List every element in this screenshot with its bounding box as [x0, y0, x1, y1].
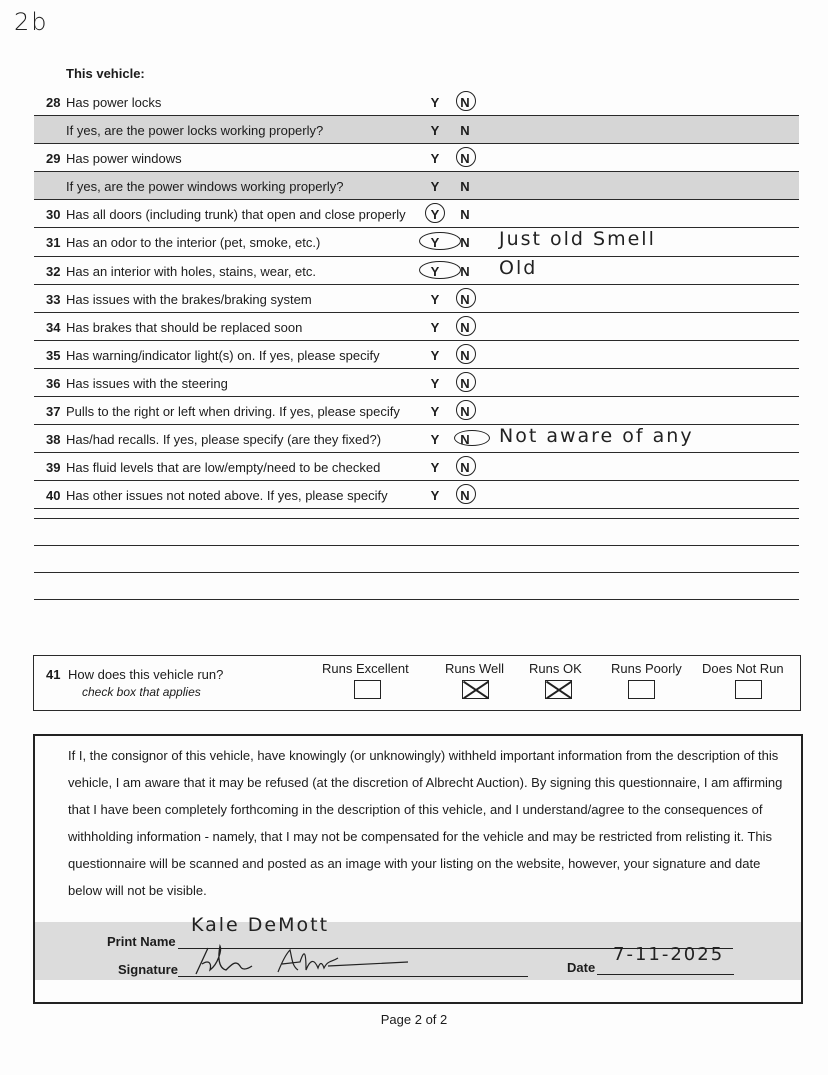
blank-line	[34, 572, 799, 573]
answer-yes[interactable]: Y	[430, 432, 440, 448]
run-option-checkbox[interactable]	[462, 680, 489, 699]
signature-area	[35, 914, 801, 980]
answer-circle-mark	[456, 147, 476, 167]
question-row	[34, 88, 799, 116]
question-row	[34, 144, 799, 172]
run-condition-box	[33, 655, 801, 711]
question-row	[34, 425, 799, 453]
question-row	[34, 453, 799, 481]
answer-yes[interactable]: Y	[430, 291, 440, 307]
question-row	[34, 257, 799, 285]
question-number: 28	[46, 95, 61, 110]
run-option-checkbox[interactable]	[545, 680, 572, 699]
answer-no[interactable]: N	[460, 432, 470, 448]
answer-no[interactable]: N	[460, 95, 470, 110]
question-number: 32	[46, 263, 61, 279]
question-row	[34, 228, 799, 256]
section-heading: This vehicle:	[66, 66, 145, 81]
run-option-label: Does Not Run	[702, 661, 784, 676]
question-text: Has an odor to the interior (pet, smoke, etc.)	[66, 235, 321, 251]
page-corner-mark: 2b	[14, 8, 49, 36]
question-text: If yes, are the power windows working properly?	[66, 179, 344, 195]
print-name-label: Print Name	[107, 934, 176, 949]
question-text: If yes, are the power locks working properly?	[66, 123, 324, 139]
answer-circle-mark	[456, 344, 476, 364]
signature-scribble[interactable]	[178, 940, 418, 980]
question-number: 31	[46, 235, 61, 251]
answer-no[interactable]: N	[460, 151, 470, 167]
answer-circle-mark	[419, 261, 461, 279]
question-number: 39	[46, 460, 61, 476]
answer-no[interactable]: N	[460, 375, 470, 391]
question-number: 41	[46, 667, 61, 682]
question-row	[34, 285, 799, 313]
question-number: 33	[46, 291, 61, 307]
question-row	[34, 172, 799, 200]
question-row	[34, 313, 799, 341]
page-number: Page 2 of 2	[380, 1012, 448, 1027]
answer-no[interactable]: N	[460, 319, 470, 335]
answer-yes[interactable]: Y	[430, 95, 440, 110]
answer-circle-mark	[456, 400, 476, 420]
consignor-agreement-box	[33, 734, 803, 1004]
question-text: Has all doors (including trunk) that open and close properly	[66, 207, 406, 223]
blank-line	[34, 545, 799, 546]
question-number: 35	[46, 347, 61, 363]
handwritten-note: Not aware of any	[499, 425, 694, 448]
question-number: 36	[46, 375, 61, 391]
question-text: Has brakes that should be replaced soon	[66, 319, 303, 335]
question-text: How does this vehicle run?	[68, 667, 224, 682]
date-label: Date	[567, 960, 596, 975]
question-row	[34, 397, 799, 425]
answer-yes[interactable]: Y	[430, 404, 440, 420]
answer-no[interactable]: N	[460, 207, 470, 223]
question-number: 37	[46, 404, 61, 420]
answer-circle-mark	[456, 372, 476, 392]
answer-circle-mark	[456, 316, 476, 336]
answer-circle-mark	[456, 288, 476, 308]
answer-yes[interactable]: Y	[430, 319, 440, 335]
answer-circle-mark	[425, 203, 445, 223]
answer-yes[interactable]: Y	[430, 151, 440, 167]
answer-no[interactable]: N	[460, 347, 470, 363]
answer-circle-mark	[454, 430, 490, 446]
blank-line	[34, 518, 799, 519]
answer-yes[interactable]: Y	[430, 347, 440, 363]
run-option-label: Runs Well	[445, 661, 505, 676]
date-line	[597, 974, 734, 975]
question-text: Has power windows	[66, 151, 182, 167]
answer-yes[interactable]: Y	[430, 460, 440, 476]
question-number: 34	[46, 319, 61, 335]
question-text: Has issues with the brakes/braking system	[66, 291, 312, 307]
run-option-label: Runs Excellent	[322, 661, 409, 676]
disclaimer-text: If I, the consignor of this vehicle, have knowingly (or unknowingly) withheld important information from the description of this vehicle, I am aware that it may be refused (at the discretion of Albrecht Auction). By signing this questionnaire, I am affirming that I have been completely forthcoming in the description of this vehicle, and I understand/agree to the consequences of withholding information - namely, that I may not be compensated for the vehicle and may be restricted from relisting it. This questionnaire will be scanned and posted as an image with your listing on the website, however, your signature and date below will not be visible.	[68, 748, 783, 898]
run-option-label: Runs Poorly	[611, 661, 682, 676]
blank-line	[34, 599, 799, 600]
answer-no[interactable]: N	[460, 404, 470, 420]
question-number: 38	[46, 432, 61, 448]
answer-circle-mark	[456, 456, 476, 476]
question-text: Has fluid levels that are low/empty/need to be checked	[66, 460, 381, 476]
question-text: Has an interior with holes, stains, wear, etc.	[66, 263, 317, 279]
answer-no[interactable]: N	[460, 488, 470, 504]
question-number: 29	[46, 151, 61, 167]
question-text: Has warning/indicator light(s) on. If yes, please specify	[66, 347, 380, 363]
question-row	[34, 369, 799, 397]
handwritten-note: Old	[499, 256, 538, 279]
question-hint: check box that applies	[82, 685, 201, 699]
answer-circle-mark	[419, 232, 461, 250]
signature-label: Signature	[118, 962, 178, 977]
answer-circle-mark	[456, 484, 476, 504]
answer-no[interactable]: N	[460, 291, 470, 307]
question-text: Has other issues not noted above. If yes, please specify	[66, 488, 388, 504]
answer-yes[interactable]: Y	[430, 123, 440, 139]
question-number: 30	[46, 207, 61, 223]
run-option-checkbox[interactable]	[628, 680, 655, 699]
question-row	[34, 116, 799, 144]
answer-yes[interactable]: Y	[430, 207, 440, 223]
question-row	[34, 481, 799, 509]
answer-no[interactable]: N	[460, 460, 470, 476]
answer-no[interactable]: N	[460, 123, 470, 139]
date-field[interactable]: 7-11-2025	[613, 944, 725, 965]
question-row	[34, 341, 799, 369]
answer-yes[interactable]: Y	[430, 375, 440, 391]
answer-yes[interactable]: Y	[430, 179, 440, 195]
answer-no[interactable]: N	[460, 235, 470, 251]
run-option-label: Runs OK	[529, 661, 582, 676]
question-text: Has power locks	[66, 95, 162, 110]
answer-circle-mark	[456, 91, 476, 111]
answer-yes[interactable]: Y	[430, 235, 440, 251]
question-list	[34, 88, 799, 509]
question-text: Has/had recalls. If yes, please specify (are they fixed?)	[66, 432, 382, 448]
handwritten-note: Just old Smell	[499, 228, 656, 251]
run-option-checkbox[interactable]	[735, 680, 762, 699]
question-row	[34, 200, 799, 228]
answer-no[interactable]: N	[460, 263, 470, 279]
print-name-field[interactable]: Kale DeMott	[191, 914, 330, 936]
question-number: 40	[46, 488, 61, 504]
answer-yes[interactable]: Y	[430, 488, 440, 504]
question-text: Pulls to the right or left when driving. If yes, please specify	[66, 404, 400, 420]
answer-no[interactable]: N	[460, 179, 470, 195]
question-text: Has issues with the steering	[66, 375, 228, 391]
run-option-checkbox[interactable]	[354, 680, 381, 699]
answer-yes[interactable]: Y	[430, 263, 440, 279]
